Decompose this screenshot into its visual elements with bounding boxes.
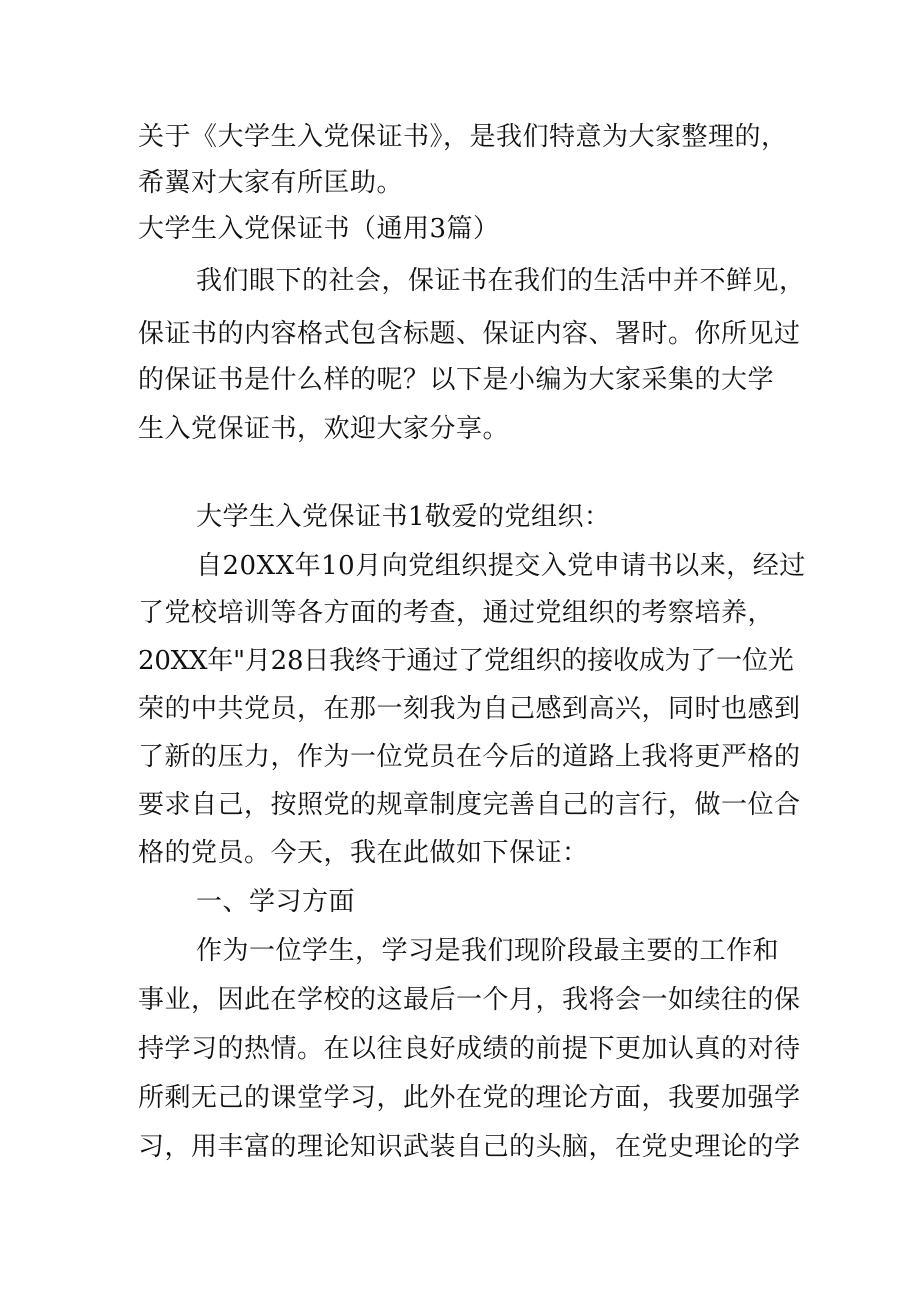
document-title: 大学生入党保证书（通用3篇）	[138, 214, 500, 244]
preface-line-3: 的保证书是什么样的呢？以下是小编为大家采集的大学	[138, 365, 775, 395]
paragraph1-line-6: 要求自己，按照党的规章制度完善自己的言行，做一位合	[138, 790, 801, 820]
paragraph2-line-5: 习，用丰富的理论知识武装自己的头脑，在党史理论的学	[138, 1132, 801, 1162]
paragraph1-line-5: 了新的压力，作为一位党员在今后的道路上我将更严格的	[138, 742, 801, 772]
intro-line-1: 关于《大学生入党保证书》，是我们特意为大家整理的，	[138, 122, 788, 152]
paragraph2-line-1: 作为一位学生，学习是我们现阶段最主要的工作和	[196, 936, 780, 966]
paragraph1-line-2: 了党校培训等各方面的考查，通过党组织的考察培养，	[138, 598, 775, 628]
paragraph1-line-3: 20XX年"月28日我终于通过了党组织的接收成为了一位光	[138, 646, 794, 676]
paragraph1-line-1: 自20XX年10月向党组织提交入党申请书以来，经过	[196, 551, 806, 581]
preface-line-1: 我们眼下的社会，保证书在我们的生活中并不鲜见，	[196, 266, 806, 296]
subheading-study: 一、学习方面	[196, 887, 356, 917]
section-heading: 大学生入党保证书1敬爱的党组织：	[196, 502, 611, 532]
paragraph1-line-4: 荣的中共党员，在那一刻我为自己感到高兴，同时也感到	[138, 694, 801, 724]
preface-line-2: 保证书的内容格式包含标题、保证内容、署时。你所见过	[138, 319, 801, 349]
paragraph1-line-7: 格的党员。今天，我在此做如下保证：	[138, 838, 589, 868]
paragraph2-line-3: 持学习的热情。在以往良好成绩的前提下更加认真的对待	[138, 1034, 801, 1064]
intro-line-2: 希翼对大家有所匡助。	[138, 168, 404, 198]
paragraph2-line-4: 所剩无己的课堂学习，此外在党的理论方面，我要加强学	[138, 1083, 801, 1113]
paragraph2-line-2: 事业，因此在学校的这最后一个月，我将会一如续往的保	[138, 985, 801, 1015]
preface-line-4: 生入党保证书，欢迎大家分享。	[138, 414, 510, 444]
